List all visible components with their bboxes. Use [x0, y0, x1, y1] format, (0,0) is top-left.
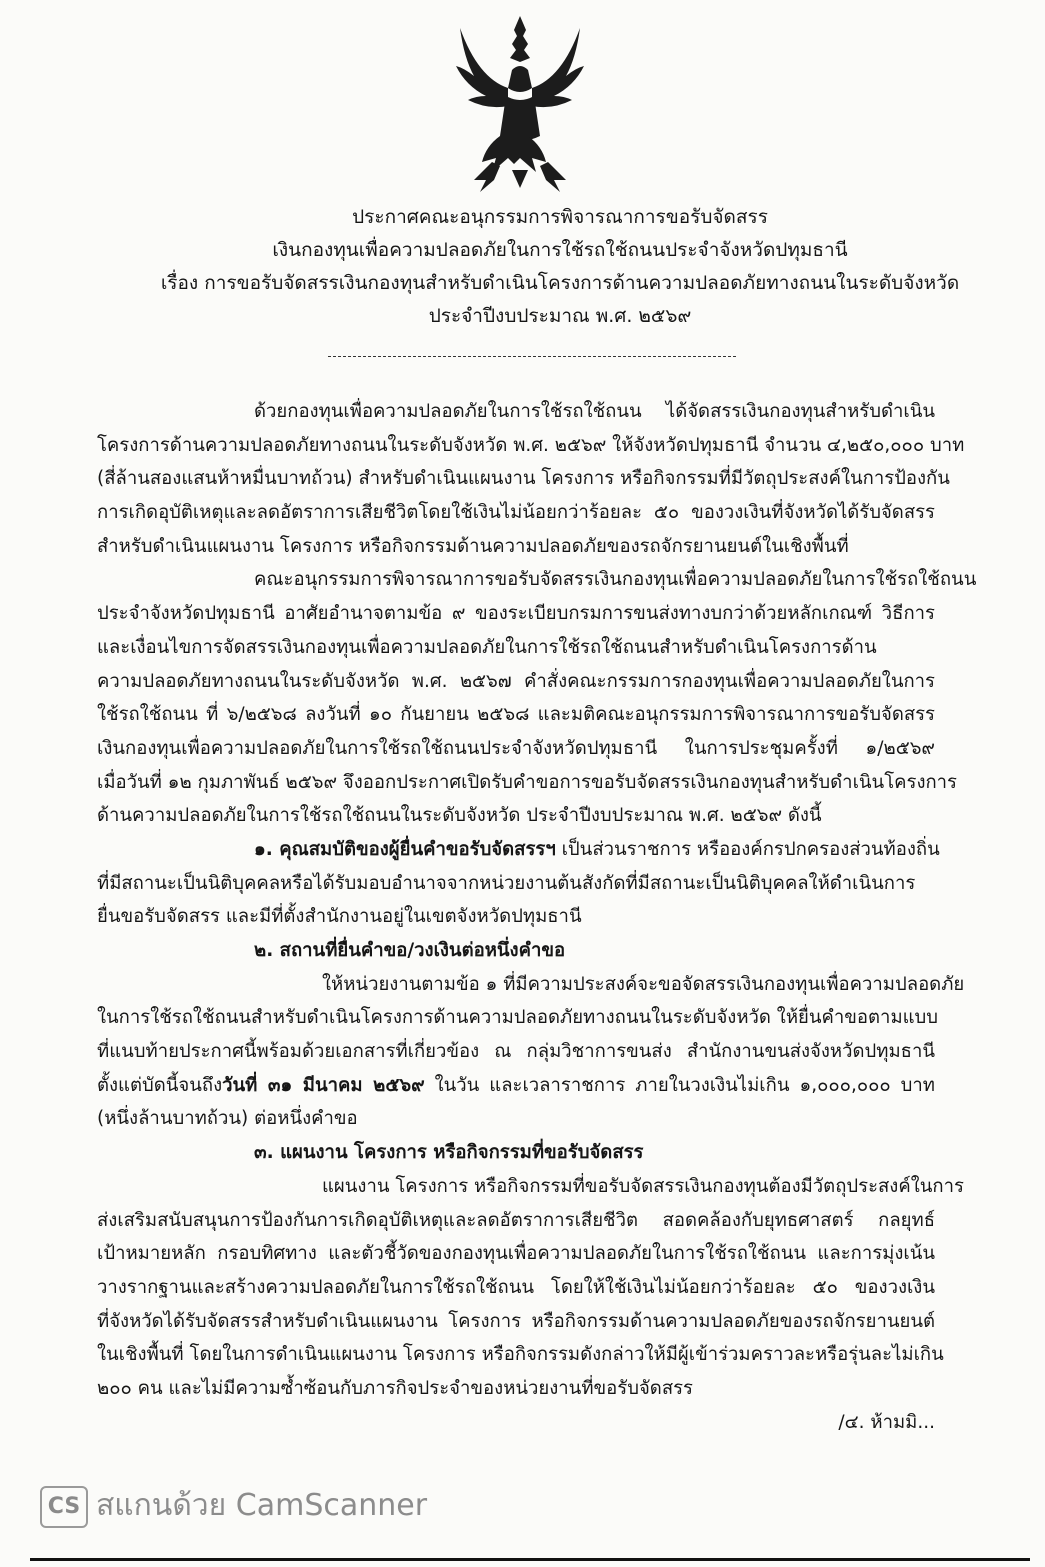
paragraph-2-line: และเงื่อนไขการจัดสรรเงินกองทุนเพื่อความปลอดภัยในการใช้รถใช้ถนนสำหรับดำเนินโครงการด้าน [97, 636, 877, 658]
section-3-heading: ๓. แผนงาน โครงการ หรือกิจกรรมที่ขอรับจัดสรร [254, 1142, 644, 1164]
paragraph-2-line: ความปลอดภัยทางถนนในระดับจังหวัด พ.ศ. ๒๕๖๗ คำสั่งคณะกรรมการกองทุนเพื่อความปลอดภัยในการ [97, 670, 935, 692]
section-1-first-line [97, 833, 940, 867]
title-line-2: เงินกองทุนเพื่อความปลอดภัยในการใช้รถใช้ถนนประจำจังหวัดปทุมธานี [272, 239, 848, 261]
section-2-line: ในการใช้รถใช้ถนนสำหรับดำเนินโครงการด้านความปลอดภัยทางถนนในระดับจังหวัด ให้ยื่นคำขอตามแบบ [97, 1007, 939, 1029]
paragraph-2-line: คณะอนุกรรมการพิจารณาการขอรับจัดสรรเงินกองทุนเพื่อความปลอดภัยในการใช้รถใช้ถนน [254, 569, 977, 591]
section-1-line: ยื่นขอรับจัดสรร และมีที่ตั้งสำนักงานอยู่ในเขตจังหวัดปทุมธานี [97, 906, 582, 928]
deadline-suffix: ในวัน และเวลาราชการ ภายในวงเงินไม่เกิน ๑,๐๐๐,๐๐๐ บาท [434, 1074, 935, 1096]
paragraph-2-line: ใช้รถใช้ถนน ที่ ๖/๒๕๖๘ ลงวันที่ ๑๐ กันยายน ๒๕๖๘ และมติคณะอนุกรรมการพิจารณาการขอรับจัดสรร [97, 704, 935, 726]
deadline-prefix: ตั้งแต่บัดนี้จนถึง [97, 1074, 223, 1096]
paragraph-1-line: การเกิดอุบัติเหตุและลดอัตราการเสียชีวิตโดยใช้เงินไม่น้อยกว่าร้อยละ ๕๐ ของวงเงินที่จังหวัดได้รับจัดสรร [97, 502, 935, 524]
paragraph-2-line: เงินกองทุนเพื่อความปลอดภัยในการใช้รถใช้ถนนประจำจังหวัดปทุมธานี ในการประชุมครั้งที่ ๑/๒๕๖๙ [97, 737, 935, 759]
section-3-line: ในเชิงพื้นที่ โดยในการดำเนินแผนงาน โครงการ หรือกิจกรรมดังกล่าวให้มีผู้เข้าร่วมคราวละหรือรุ่นละไม่เกิน [97, 1344, 944, 1366]
deadline-date: วันที่ ๓๑ มีนาคม ๒๕๖๙ [222, 1074, 425, 1096]
title-line-3: เรื่อง การขอรับจัดสรรเงินกองทุนสำหรับดำเนินโครงการด้านความปลอดภัยทางถนนในระดับจังหวัด [160, 272, 960, 294]
section-2-line: (หนึ่งล้านบาทถ้วน) ต่อหนึ่งคำขอ [97, 1108, 358, 1130]
camscanner-watermark: สแกนด้วย CamScanner [96, 1488, 428, 1523]
section-2-deadline-line [97, 1069, 935, 1103]
paragraph-2-line: เมื่อวันที่ ๑๒ กุมภาพันธ์ ๒๕๖๙ จึงออกประกาศเปิดรับคำขอการขอรับจัดสรรเงินกองทุนสำหรับดำเนินโครงการ [97, 771, 957, 793]
section-3-line: ส่งเสริมสนับสนุนการป้องกันการเกิดอุบัติเหตุและลดอัตราการเสียชีวิต สอดคล้องกับยุทธศาสตร์ กลยุทธ์ [97, 1209, 935, 1231]
section-2-heading: ๒. สถานที่ยื่นคำขอ/วงเงินต่อหนึ่งคำขอ [254, 940, 566, 961]
title-line-1: ประกาศคณะอนุกรรมการพิจารณาการขอรับจัดสรร [352, 206, 768, 228]
section-2-line: ให้หน่วยงานตามข้อ ๑ ที่มีความประสงค์จะขอจัดสรรเงินกองทุนเพื่อความปลอดภัย [322, 973, 965, 995]
paragraph-1-line: (สี่ล้านสองแสนห้าหมื่นบาทถ้วน) สำหรับดำเนินแผนงาน โครงการ หรือกิจกรรมที่มีวัตถุประสงค์ในการป้องกัน [97, 468, 950, 490]
section-3-line: วางรากฐานและสร้างความปลอดภัยในการใช้รถใช้ถนน โดยให้ใช้เงินไม่น้อยกว่าร้อยละ ๕๐ ของวงเงิน [97, 1276, 935, 1298]
section-3-line: ที่จังหวัดได้รับจัดสรรสำหรับดำเนินแผนงาน โครงการ หรือกิจกรรมด้านความปลอดภัยของรถจักรยานยนต์ [97, 1310, 935, 1332]
title-divider [328, 356, 736, 357]
paragraph-1-line: สำหรับดำเนินแผนงาน โครงการ หรือกิจกรรมด้านความปลอดภัยของรถจักรยานยนต์ในเชิงพื้นที่ [97, 535, 849, 557]
document-body [97, 395, 977, 1439]
section-3-line: แผนงาน โครงการ หรือกิจกรรมที่ขอรับจัดสรรเงินกองทุนต้องมีวัตถุประสงค์ในการ [322, 1175, 964, 1197]
section-3-line: เป้าหมายหลัก กรอบทิศทาง และตัวชี้วัดของกองทุนเพื่อความปลอดภัยในการใช้รถใช้ถนน และการมุ่งเน้น [97, 1243, 935, 1265]
paragraph-1-line: ด้วยกองทุนเพื่อความปลอดภัยในการใช้รถใช้ถนน ได้จัดสรรเงินกองทุนสำหรับดำเนิน [254, 401, 935, 422]
section-2-line: ที่แนบท้ายประกาศนี้พร้อมด้วยเอกสารที่เกี่ยวข้อง ณ กลุ่มวิชาการขนส่ง สำนักงานขนส่งจังหวัดปทุมธานี [97, 1041, 935, 1063]
camscanner-logo-icon: CS [40, 1486, 88, 1528]
section-1-line: ที่มีสถานะเป็นนิติบุคคลหรือได้รับมอบอำนาจจากหน่วยงานต้นสังกัดที่มีสถานะเป็นนิติบุคคลให้ดำเนินการ [97, 872, 916, 894]
section-3-line: ๒๐๐ คน และไม่มีความซ้ำซ้อนกับภารกิจประจำของหน่วยงานที่ขอรับจัดสรร [97, 1377, 693, 1399]
continued-marker: /๔. ห้ามมิ... [838, 1411, 935, 1433]
section-1-heading: ๑. คุณสมบัติของผู้ยื่นคำขอรับจัดสรรฯ [254, 838, 556, 860]
paragraph-2-line: ประจำจังหวัดปทุมธานี อาศัยอำนาจตามข้อ ๙ ของระเบียบกรมการขนส่งทางบกว่าด้วยหลักเกณฑ์ วิธีการ [97, 603, 935, 625]
bottom-rule [30, 1558, 1030, 1561]
section-1-text: เป็นส่วนราชการ หรือองค์กรปกครองส่วนท้องถิ่น [561, 838, 940, 860]
paragraph-1-line: โครงการด้านความปลอดภัยทางถนนในระดับจังหวัด พ.ศ. ๒๕๖๙ ให้จังหวัดปทุมธานี จำนวน ๔,๒๕๐,๐๐๐ บาท [97, 434, 965, 456]
title-line-4: ประจำปีงบประมาณ พ.ศ. ๒๕๖๙ [428, 305, 692, 327]
paragraph-2-line: ด้านความปลอดภัยในการใช้รถใช้ถนนในระดับจังหวัด ประจำปีงบประมาณ พ.ศ. ๒๕๖๙ ดังนี้ [97, 805, 822, 827]
garuda-emblem-icon [452, 12, 588, 194]
